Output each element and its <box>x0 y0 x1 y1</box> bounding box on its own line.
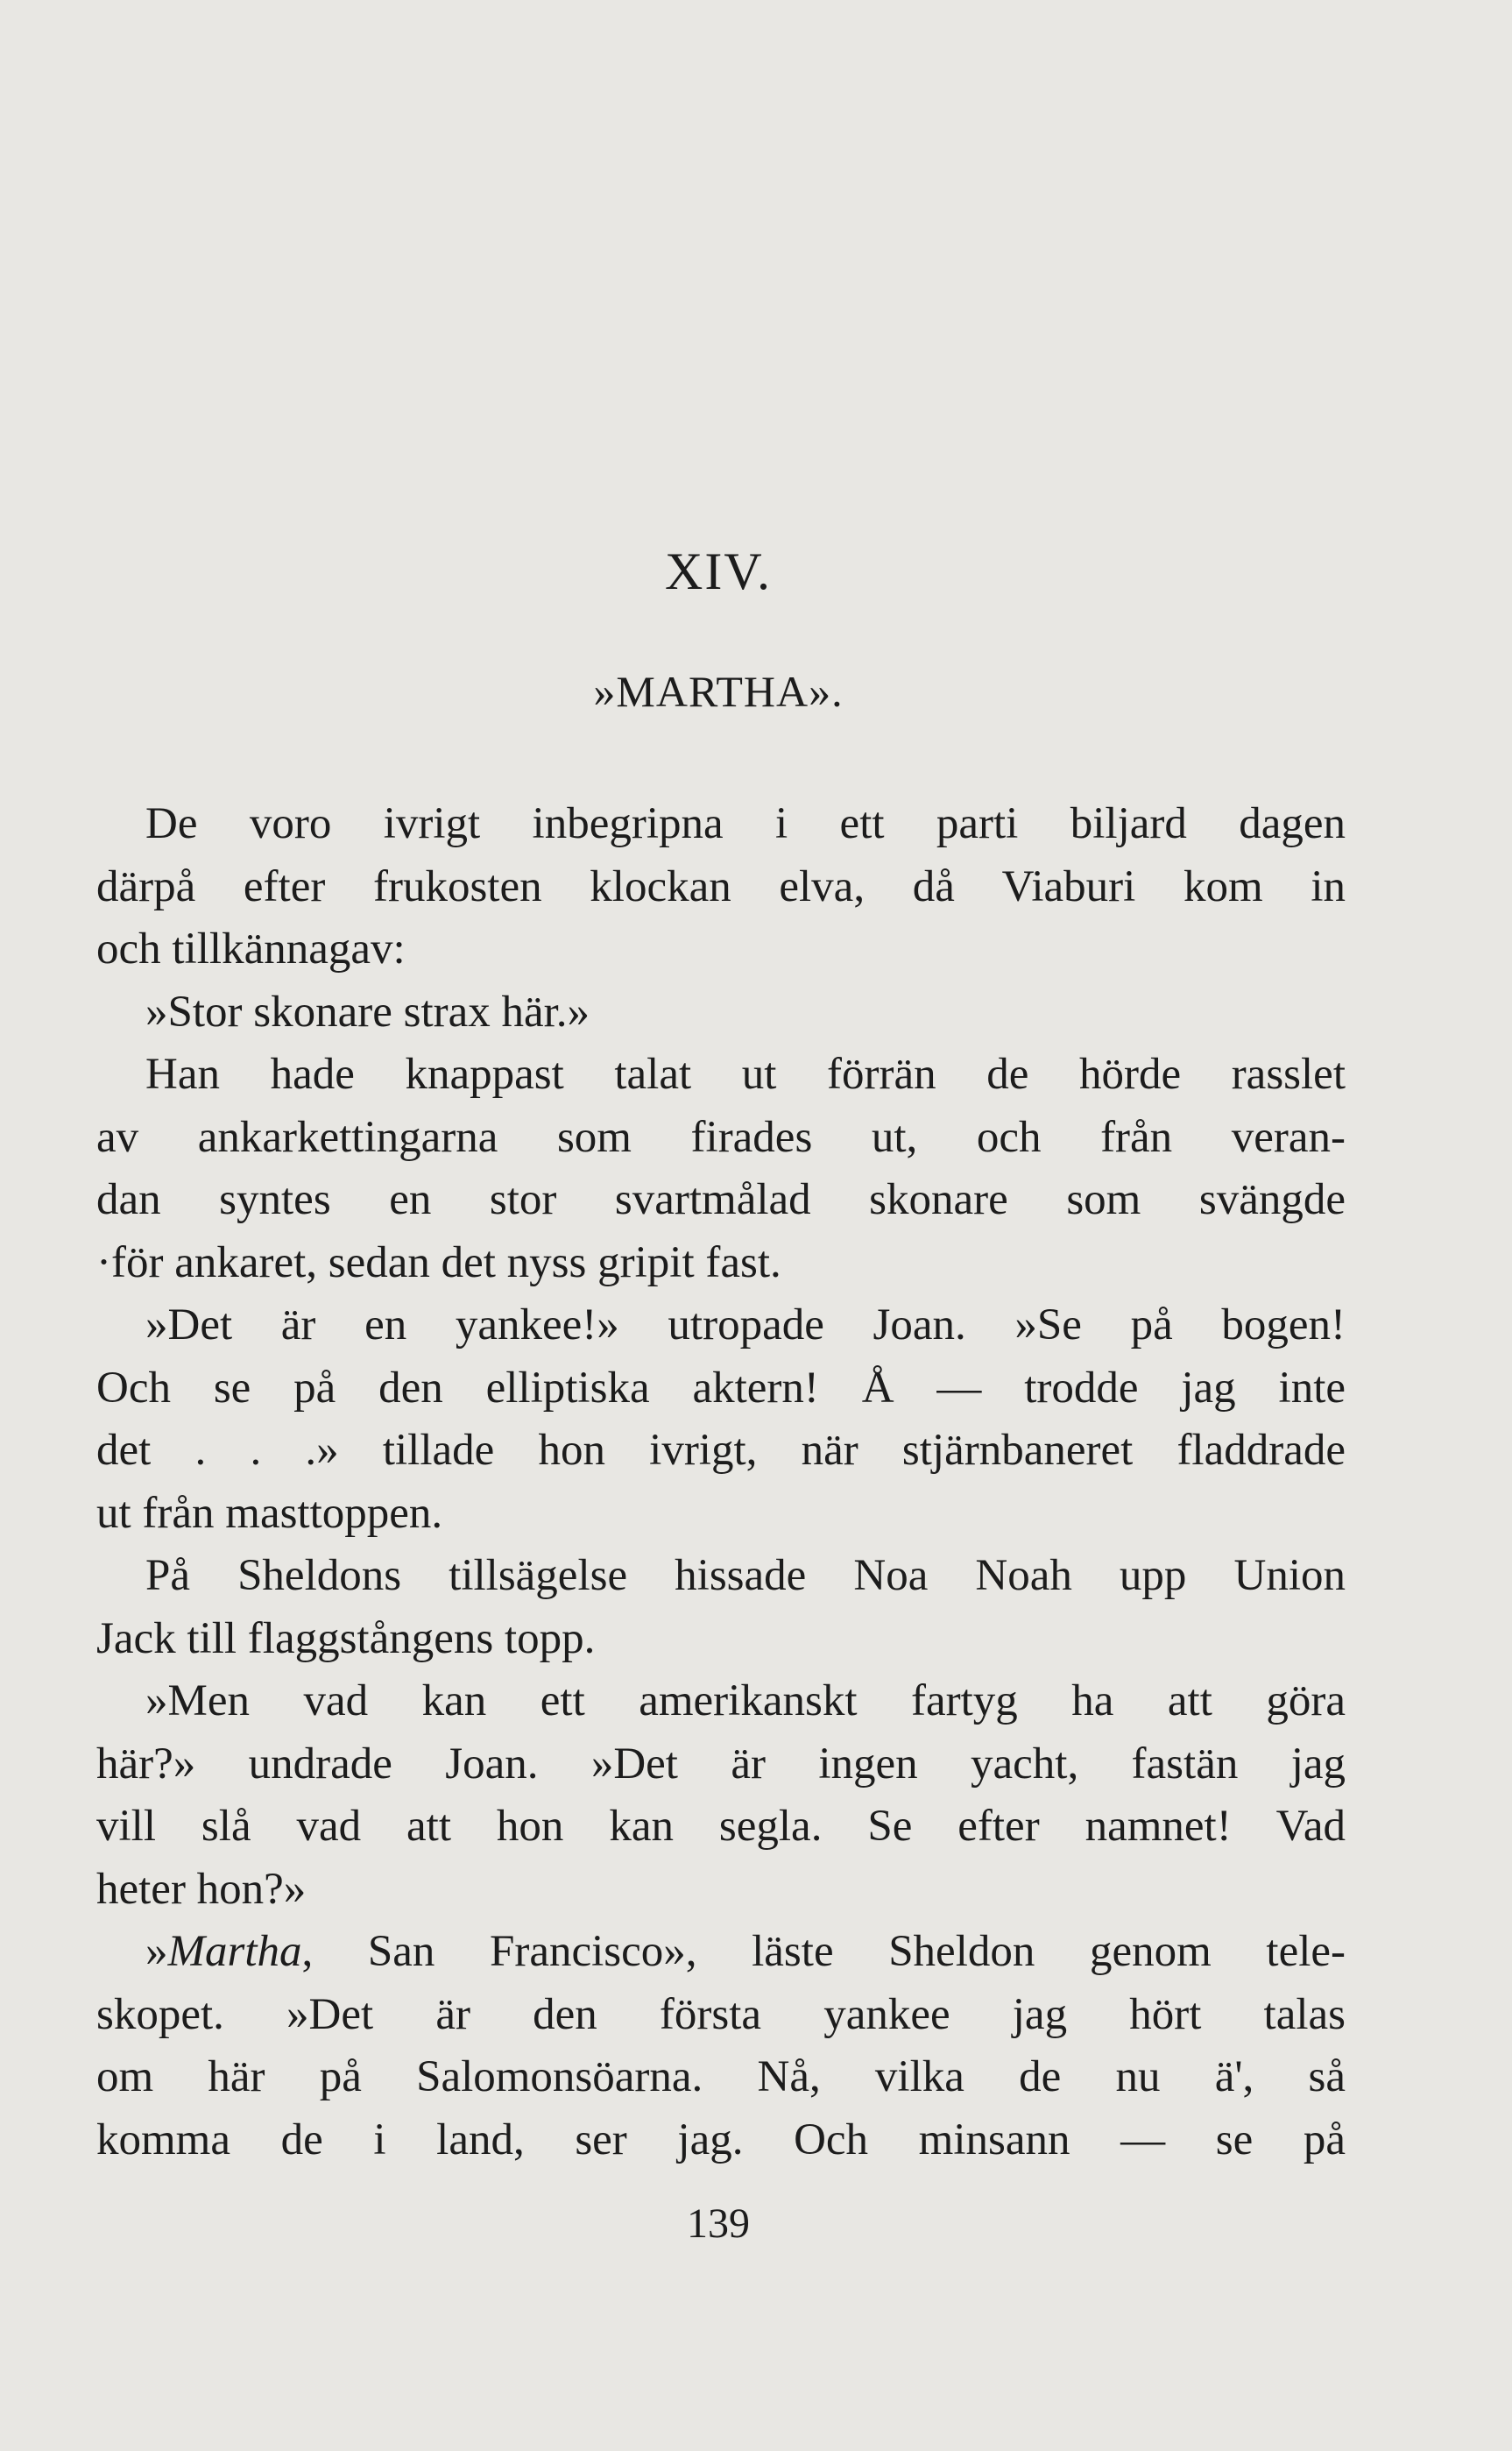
text-line: »Det är en yankee!» utropade Joan. »Se på bogen! <box>145 1300 1346 1349</box>
text-line: det . . .» tillade hon ivrigt, när stjärnbaneret fladdrade <box>96 1426 1346 1475</box>
text-line: heter hon?» <box>96 1864 307 1914</box>
text-line: dan syntes en stor svartmålad skonare som svängde <box>96 1175 1346 1224</box>
text-line: »Men vad kan ett amerikanskt fartyg ha att göra <box>145 1676 1346 1725</box>
text-line: Jack till flaggstångens topp. <box>96 1613 596 1663</box>
text-line: Och se på den elliptiska aktern! Å — trodde jag inte <box>96 1363 1346 1413</box>
text-line: om här på Salomonsöarna. Nå, vilka de nu ä', så <box>96 2052 1346 2101</box>
text-line: »Martha, San Francisco», läste Sheldon genom tele- <box>145 1927 1346 1976</box>
text-line: ut från masttoppen. <box>96 1488 443 1538</box>
chapter-title: »MARTHA». <box>593 667 844 716</box>
text-line: På Sheldons tillsägelse hissade Noa Noah upp Union <box>145 1551 1346 1600</box>
text-line: därpå efter frukosten klockan elva, då Viaburi kom in <box>96 861 1346 911</box>
text-line: »Stor skonare strax här.» <box>145 987 590 1037</box>
text-line: Han hade knappast talat ut förrän de hörde rasslet <box>145 1050 1346 1099</box>
text-line: här?» undrade Joan. »Det är ingen yacht, fastän jag <box>96 1739 1346 1789</box>
ship-name: Martha <box>167 1927 302 1976</box>
text-line: skopet. »Det är den första yankee jag hört talas <box>96 1989 1346 2039</box>
text-line: och tillkännagav: <box>96 924 406 974</box>
text-line: av ankarkettingarna som firades ut, och från veran- <box>96 1112 1346 1162</box>
page-number: 139 <box>687 2200 750 2247</box>
text-line: De voro ivrigt inbegripna i ett parti biljard dagen <box>145 799 1346 848</box>
chapter-number: XIV. <box>665 542 772 600</box>
text-line: vill slå vad att hon kan segla. Se efter namnet! Vad <box>96 1802 1346 1851</box>
text-line: ·för ankaret, sedan det nyss gripit fast. <box>96 1237 781 1287</box>
body-text <box>96 793 1346 2171</box>
text-line: komma de i land, ser jag. Och minsann — se på <box>96 2115 1346 2164</box>
